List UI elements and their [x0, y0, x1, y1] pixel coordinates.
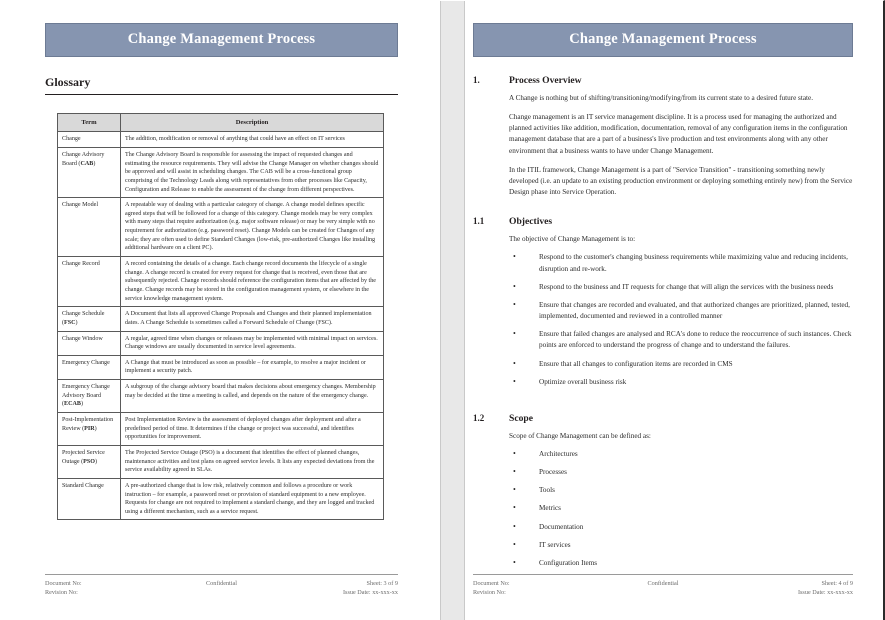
- glossary-table-body: [58, 132, 384, 520]
- footer-issue-date: Issue Date: xx-xxx-xx: [342, 589, 398, 597]
- footer-row-top: [45, 579, 398, 589]
- section-heading-scope: [473, 413, 853, 424]
- left-page-footer: [45, 574, 398, 598]
- table-row: [58, 148, 384, 198]
- paragraph: A Change is nothing but of shifting/transitioning/modifying/from its current state to a desired future state.: [509, 94, 814, 102]
- glossary-table: [57, 113, 384, 520]
- list-item: • IT services: [509, 540, 853, 551]
- paragraph: Change management is an IT service management discipline. It is a process used for managing the authorized and planned activities like addition, modification, documentation, removal of any configuration items in the configuration management database that are a part of a business's live production and test environments along with any other environment that a business wants to have under Change Management.: [509, 113, 848, 155]
- table-row: [58, 307, 384, 331]
- section-number: 1.: [473, 75, 480, 85]
- cell-term: Emergency Change: [58, 355, 121, 379]
- footer-row-bottom: [473, 588, 853, 598]
- cell-term: Change Record: [58, 257, 121, 307]
- footer-row-top: [473, 579, 853, 589]
- section-heading-objectives: [473, 216, 853, 227]
- term-acronym: ECAB: [64, 401, 81, 408]
- footer-confidential: Confidential: [206, 579, 237, 587]
- section-heading-process-overview: [473, 75, 853, 86]
- glossary-heading: Glossary: [45, 75, 398, 95]
- term-acronym: PIR: [84, 425, 95, 432]
- cell-term: Change Advisory Board (CAB): [58, 148, 121, 198]
- section-body-objectives: [509, 234, 853, 388]
- cell-term: Change Model: [58, 198, 121, 257]
- table-row: [58, 257, 384, 307]
- section-spacer: [473, 198, 853, 212]
- term-acronym: CAB: [80, 160, 94, 167]
- section-body-process-overview: [509, 93, 853, 198]
- right-page-footer: [473, 574, 853, 598]
- table-header-row: [58, 114, 384, 132]
- objectives-bullet-list: [509, 252, 853, 387]
- list-item: • Ensure that changes are recorded and evaluated, and that authorized changes are prioritized, planned, tested, implemented, documented and reviewed in a controlled manner: [509, 300, 853, 322]
- list-item: • Ensure that failed changes are analysed and RCA's done to reduce the reoccurrence of such instances. Check points are enforced to understand the progress of change and to understand the failures.: [509, 329, 853, 351]
- footer-sheet: Sheet: 3 of 9: [366, 579, 398, 587]
- cell-description: A Change that must be introduced as soon as possible – for example, to resolve a major incident or implement a security patch.: [121, 355, 384, 379]
- footer-document-no: Document No:: [473, 579, 510, 587]
- cell-description: A record containing the details of a change. Each change record documents the lifecycle of a single change. A change record is created for every request for change that is received, even those that are subsequently rejected. Change records should reference the configuration items that are affected by the change. Change records may be stored in the configuration management system, or elsewhere in the service knowledge management system.: [121, 257, 384, 307]
- left-page-banner: [45, 23, 398, 57]
- page-left: [0, 1, 440, 620]
- cell-term: Standard Change: [58, 478, 121, 520]
- section-title: Scope: [509, 412, 533, 424]
- paragraph: In the ITIL framework, Change Management is a part of "Service Transition" - transitioning something newly developed (i.e. an update to an existing production environment or deploying something entirely new) from the Service Design phase into Service Operation.: [509, 165, 853, 197]
- term-acronym: FSC: [64, 319, 76, 326]
- list-item: • Metrics: [509, 503, 853, 514]
- list-item: • Configuration Items: [509, 558, 853, 569]
- cell-description: A regular, agreed time when changes or releases may be implemented with minimal impact on services. Change windows are usually documented in service level agreements.: [121, 331, 384, 355]
- cell-term: Post-Implementation Review (PIR): [58, 413, 121, 446]
- footer-spacer: [165, 588, 278, 598]
- cell-term: Emergency Change Advisory Board (ECAB): [58, 380, 121, 413]
- cell-term: Change: [58, 132, 121, 148]
- lead-text: The objective of Change Management is to:: [509, 235, 636, 244]
- list-item: • Respond to the business and IT requests for change that will align the services with the business needs: [509, 282, 853, 293]
- table-row: [58, 132, 384, 148]
- footer-spacer: [602, 588, 724, 598]
- table-row: [58, 355, 384, 379]
- cell-description: A pre-authorized change that is low risk, relatively common and follows a procedure or work instruction – for example, a password reset or provision of standard equipment to a new employee. Requests for change are not required to implement a standard change, and they are logged and tracked using a different mechanism, such as a service request.: [121, 478, 384, 520]
- list-item: • Ensure that all changes to configuration items are recorded in CMS: [509, 359, 853, 370]
- table-row: [58, 413, 384, 446]
- list-item: • Processes: [509, 467, 853, 478]
- cell-term: Change Window: [58, 331, 121, 355]
- cell-description: The Projected Service Outage (PSO) is a document that identifies the effect of planned changes, maintenance activities and test plans on agreed service levels. It lists any expected deviations from the service availability agreed in SLAs.: [121, 445, 384, 478]
- footer-sheet: Sheet: 4 of 9: [821, 579, 853, 587]
- section-number: 1.2: [473, 412, 485, 423]
- cell-description: Post Implementation Review is the assessment of deployed changes after deployment and after a predefined period of time. It determines if the change or project was successful, and identifies opportunities for improvement.: [121, 413, 384, 446]
- footer-confidential: Confidential: [647, 579, 679, 587]
- page-right: [465, 1, 883, 620]
- table-row: [58, 380, 384, 413]
- cell-description: The addition, modification or removal of anything that could have an effect on IT services: [121, 132, 384, 148]
- cell-term: Projected Service Outage (PSO): [58, 445, 121, 478]
- table-row: [58, 478, 384, 520]
- section-body-scope: [509, 431, 853, 569]
- footer-document-no: Document No:: [45, 579, 82, 587]
- list-item: • Respond to the customer's changing business requirements while maximizing value and reducing incidents, disruption and re-work.: [509, 252, 853, 274]
- footer-issue-date: Issue Date: xx-xxx-xx: [797, 589, 853, 597]
- list-item: • Optimize overall business risk: [509, 377, 853, 388]
- cell-term: Change Schedule (FSC): [58, 307, 121, 331]
- list-item: • Architectures: [509, 449, 853, 460]
- left-page-title: Change Management Process: [45, 23, 398, 57]
- page-gutter: [440, 1, 465, 620]
- cell-description: A subgroup of the change advisory board that makes decisions about emergency changes. Membership may be decided at the time a meeting is called, and depends on the nature of the emergency change.: [121, 380, 384, 413]
- list-item: • Tools: [509, 485, 853, 496]
- scope-bullet-list: [509, 449, 853, 569]
- term-acronym: PSO: [83, 458, 96, 465]
- list-item: • Documentation: [509, 522, 853, 533]
- section-title: Process Overview: [509, 75, 582, 86]
- section-spacer: [473, 395, 853, 409]
- right-page-title: Change Management Process: [473, 23, 853, 57]
- table-row: [58, 445, 384, 478]
- section-title: Objectives: [509, 216, 553, 228]
- table-row: [58, 331, 384, 355]
- cell-description: A repeatable way of dealing with a particular category of change. A change model defines specific agreed steps that will be followed for a change of this category. Change models may be very complex with many steps that require authorization (e.g. major software release) or may be very simple with no requirement for authorization (e.g. password reset). Change Models can be created for Changes of any scale; they are often used to define Standard Changes (low-risk, pre-authorized Changes like installing additional hardware on a client PC).: [121, 198, 384, 257]
- footer-revision-no: Revision No:: [473, 589, 506, 597]
- cell-description: A Document that lists all approved Change Proposals and Changes and their planned implementation dates. A Change Schedule is sometimes called a Forward Schedule of Change (FSC).: [121, 307, 384, 331]
- table-row: [58, 198, 384, 257]
- column-header-description: Description: [121, 114, 384, 132]
- column-header-term: Term: [58, 114, 121, 132]
- cell-description: The Change Advisory Board is responsible for assessing the impact of requested changes and estimating the resource requirements. They will advise the Change Manager on whether changes should be approved and will assist in scheduling changes. The CAB will be a cross-functional group comprising of the Technology Leads along with representatives from other processes like Capacity, Configuration and Release to enable the assessment of the change from different perspectives.: [121, 148, 384, 198]
- section-number: 1.1: [473, 216, 485, 227]
- footer-revision-no: Revision No:: [45, 589, 78, 597]
- lead-text: Scope of Change Management can be defined as:: [509, 431, 651, 440]
- right-page-banner: [473, 23, 853, 57]
- footer-row-bottom: [45, 588, 398, 598]
